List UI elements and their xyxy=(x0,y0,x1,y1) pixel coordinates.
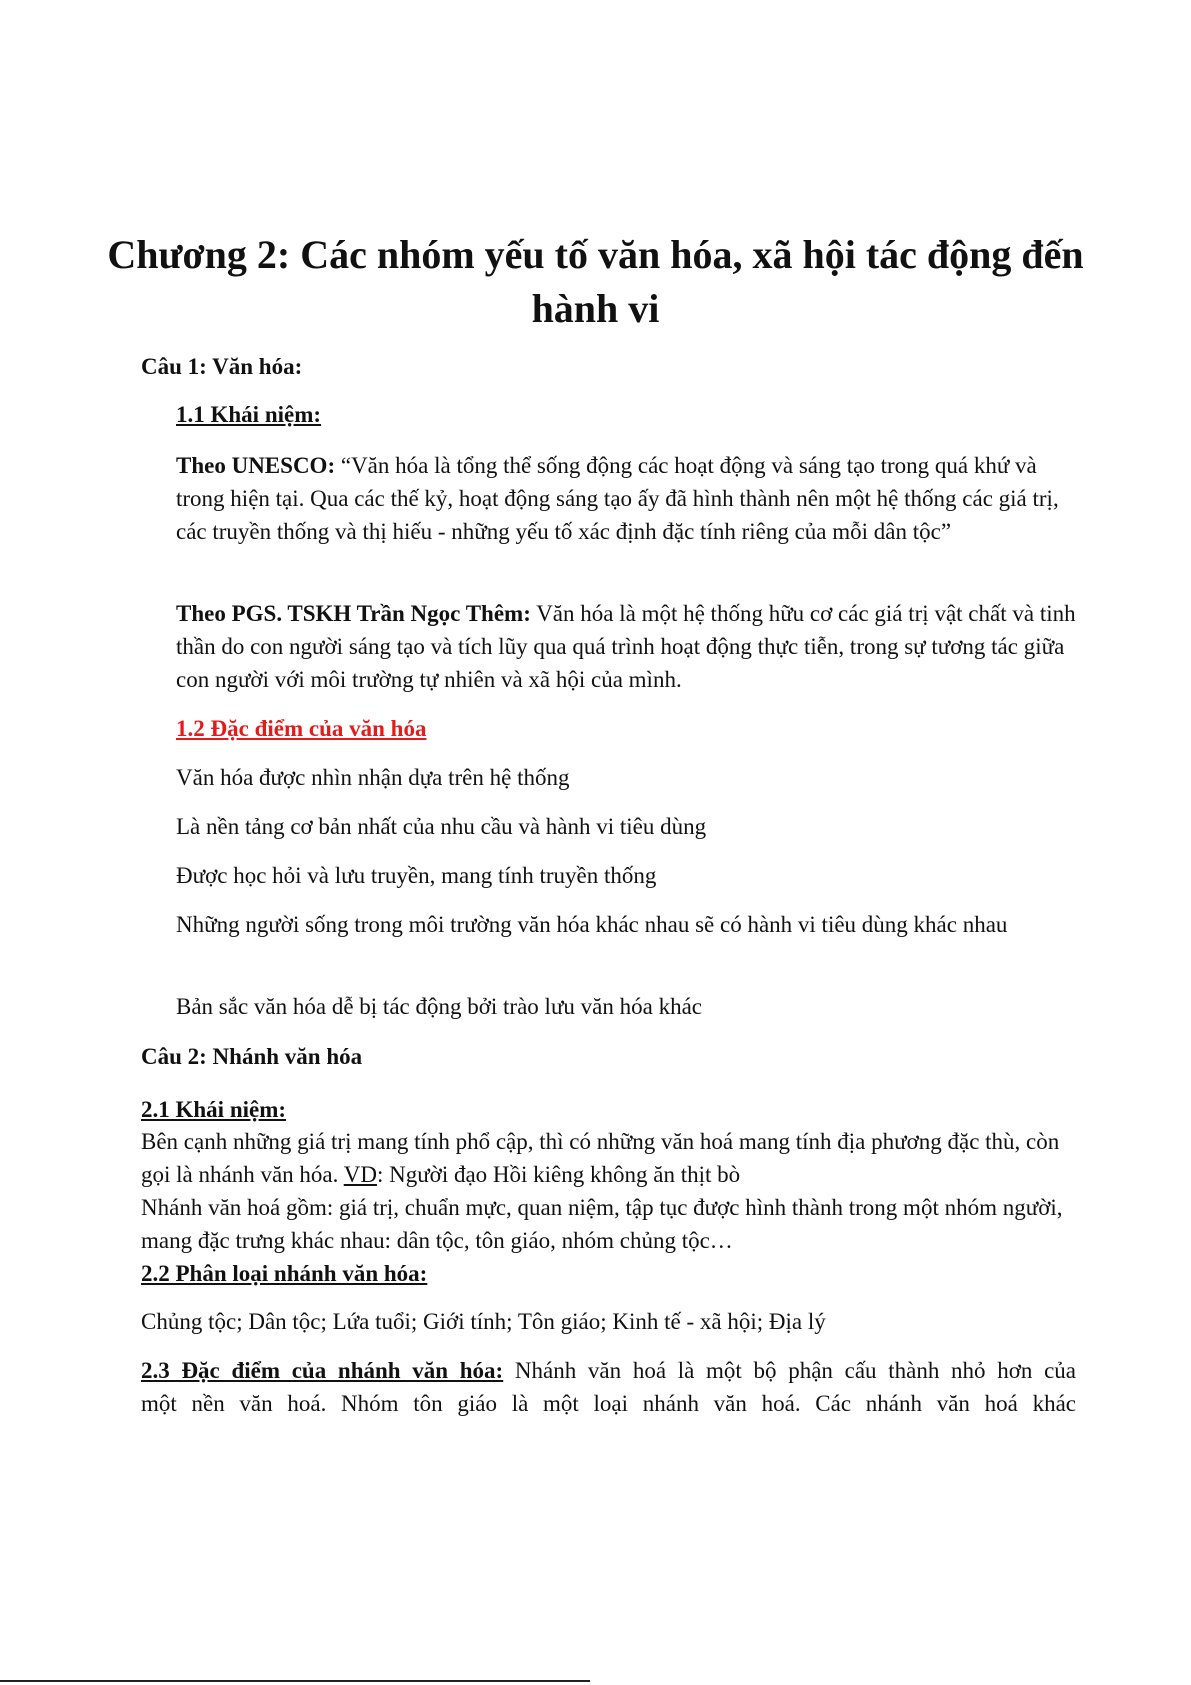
q2-s2-heading: 2.2 Phân loại nhánh văn hóa: xyxy=(141,1261,428,1286)
q2-s3-line-1: 2.3 Đặc điểm của nhánh văn hóa: Nhánh văn hoá là một bộ phận cấu thành nhỏ hơn của xyxy=(141,1358,1077,1383)
q2-s1-paragraph-1: Bên cạnh những giá trị mang tính phổ cập, thì có những văn hoá mang tính địa phương đặc thù, còn gọi là nhánh văn hóa. VD: Người đạo Hồi kiêng không ăn thịt bò xyxy=(141,1129,1060,1187)
definition-unesco-lead: Theo UNESCO: xyxy=(176,453,336,478)
feature-item: Văn hóa được nhìn nhận dựa trên hệ thống xyxy=(176,765,570,790)
feature-item: Là nền tảng cơ bản nhất của nhu cầu và hành vi tiêu dùng xyxy=(176,814,707,839)
q1-s1-heading: 1.1 Khái niệm: xyxy=(176,402,322,427)
q2-s3-heading: 2.3 Đặc điểm của nhánh văn hóa: xyxy=(141,1358,504,1383)
q2-s1-heading: 2.1 Khái niệm: xyxy=(141,1097,287,1122)
q2-heading: Câu 2: Nhánh văn hóa xyxy=(141,1044,363,1069)
definition-tran-ngoc-them-text: Văn hóa là một hệ thống hữu cơ các giá trị vật chất và tinh thần do con người sáng tạo và tích lũy qua quá trình hoạt động thực tiễn, trong sự tương tác giữa con người với môi trường tự nhiên và xã hội của mình. xyxy=(176,601,1076,692)
definition-unesco-text: “Văn hóa là tổng thể sống động các hoạt động và sáng tạo trong quá khứ và trong hiện tại. Qua các thế kỷ, hoạt động sáng tạo ấy đã hình thành nên một hệ thống các giá trị, các truyền thống và thị hiếu - những yếu tố xác định đặc tính riêng của mỗi dân tộc” xyxy=(176,453,1059,544)
definition-tran-ngoc-them xyxy=(176,597,1076,696)
definition-unesco xyxy=(176,449,1076,548)
footer-divider xyxy=(0,1680,590,1682)
definition-tran-ngoc-them-lead: Theo PGS. TSKH Trần Ngọc Thêm: xyxy=(176,601,531,626)
q2-s3-line-2: một nền văn hoá. Nhóm tôn giáo là một loại nhánh văn hoá. Các nhánh văn hoá khác xyxy=(141,1391,1076,1416)
q1-heading: Câu 1: Văn hóa: xyxy=(141,354,303,379)
feature-item: Bản sắc văn hóa dễ bị tác động bởi trào lưu văn hóa khác xyxy=(176,994,702,1019)
q2-s2-text: Chủng tộc; Dân tộc; Lứa tuổi; Giới tính; Tôn giáo; Kinh tế - xã hội; Địa lý xyxy=(141,1309,826,1334)
feature-item: Những người sống trong môi trường văn hóa khác nhau sẽ có hành vi tiêu dùng khác nhau xyxy=(176,912,1008,937)
q1-s2-heading: 1.2 Đặc điểm của văn hóa xyxy=(176,716,427,741)
example-label: VD xyxy=(343,1162,377,1187)
q2-s1-paragraph-2: Nhánh văn hoá gồm: giá trị, chuẩn mực, quan niệm, tập tục được hình thành trong một nhóm người, mang đặc trưng khác nhau: dân tộc, tôn giáo, nhóm chủng tộc… xyxy=(141,1195,1063,1253)
page-title: Chương 2: Các nhóm yếu tố văn hóa, xã hội tác động đến hành vi xyxy=(107,232,1084,331)
feature-item: Được học hỏi và lưu truyền, mang tính truyền thống xyxy=(176,863,657,888)
